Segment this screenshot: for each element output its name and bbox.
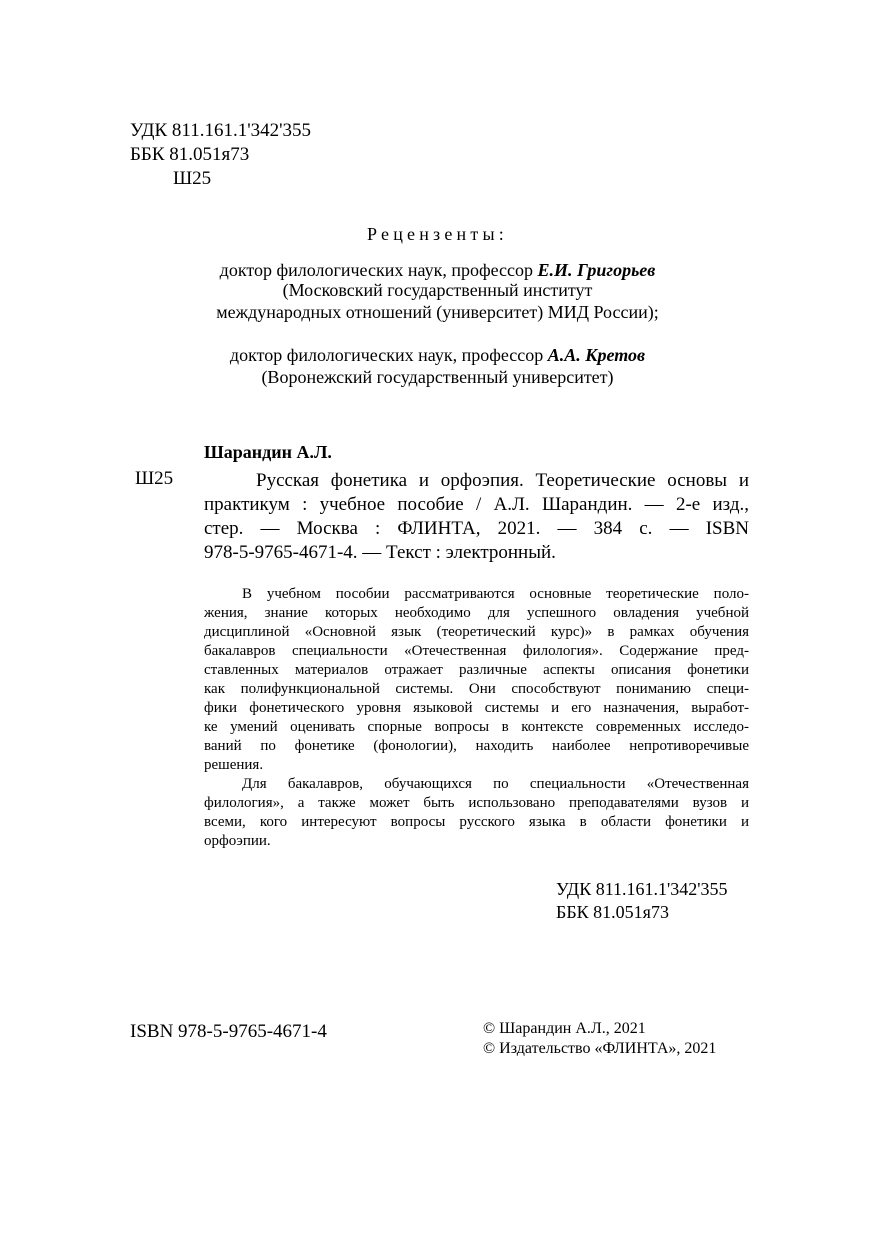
annotation-line: решения. <box>204 757 264 773</box>
reviewer2-name: А.А. Кретов <box>547 345 646 365</box>
reviewer1-affiliation-1: (Московский государственный институт <box>282 280 593 300</box>
biblio-line: Русская фонетика и орфоэпия. Теоретические основы и <box>256 470 749 491</box>
bbk-code-top: ББК 81.051я73 <box>130 144 250 165</box>
reviewer1-affiliation-2: международных отношений (университет) МИД России); <box>216 302 659 322</box>
biblio-author: Шарандин А.Л. <box>204 442 332 462</box>
annotation-line: дисциплиной «Основной язык (теоретический курс)» в рамках обучения <box>204 624 749 640</box>
annotation-line: всеми, кого интересуют вопросы русского языка в области фонетики и <box>204 814 749 830</box>
annotation-line: филология», а также может быть использовано преподавателями вузов и <box>204 795 749 811</box>
annotation-line: ке умений оценивать спорные вопросы в контексте современных исследо- <box>204 719 749 735</box>
isbn: ISBN 978-5-9765-4671-4 <box>130 1021 327 1042</box>
reviewer1-title: доктор филологических наук, профессор <box>219 260 534 280</box>
udk-code-bottom: УДК 811.161.1'342'355 <box>556 879 728 899</box>
biblio-sign: Ш25 <box>135 468 174 489</box>
annotation-line: В учебном пособии рассматриваются основные теоретические поло- <box>242 586 749 602</box>
copyright-author: © Шарандин А.Л., 2021 <box>483 1020 646 1037</box>
author-sign-top: Ш25 <box>173 168 212 189</box>
annotation-line: орфоэпии. <box>204 833 271 849</box>
reviewers-heading: Рецензенты: <box>367 224 508 244</box>
annotation <box>204 585 749 851</box>
biblio-line: практикум : учебное пособие / А.Л. Шарандин. — 2-е изд., <box>204 494 749 515</box>
annotation-line: жения, знание которых необходимо для успешного овладения учебной <box>204 605 749 621</box>
annotation-line: Для бакалавров, обучающихся по специальности «Отечественная <box>242 776 749 792</box>
annotation-line: ваний по фонетике (фонологии), находить наиболее непротиворечивые <box>204 738 749 754</box>
reviewer2-line <box>0 346 875 364</box>
reviewer1-name: Е.И. Григорьев <box>537 260 656 280</box>
annotation-line: бакалавров специальности «Отечественная филология». Содержание пред- <box>204 643 749 659</box>
udk-code-top: УДК 811.161.1'342'355 <box>130 120 312 141</box>
bbk-code-bottom: ББК 81.051я73 <box>556 902 669 922</box>
biblio-line: 978-5-9765-4671-4. — Текст : электронный. <box>204 542 556 563</box>
annotation-line: фики фонетического уровня языковой системы и его назначения, выработ- <box>204 700 749 716</box>
annotation-line: как полифункциональной системы. Они способствуют пониманию специ- <box>204 681 749 697</box>
biblio-description <box>204 469 749 565</box>
biblio-line: стер. — Москва : ФЛИНТА, 2021. — 384 с. — ISBN <box>204 518 749 539</box>
reviewer1-line <box>0 261 875 279</box>
reviewer2-title: доктор филологических наук, профессор <box>229 345 544 365</box>
reviewer2-affiliation-1: (Воронежский государственный университет) <box>261 367 614 387</box>
annotation-line: ставленных материалов отражает различные аспекты описания фонетики <box>204 662 749 678</box>
copyright-publisher: © Издательство «ФЛИНТА», 2021 <box>483 1040 717 1057</box>
